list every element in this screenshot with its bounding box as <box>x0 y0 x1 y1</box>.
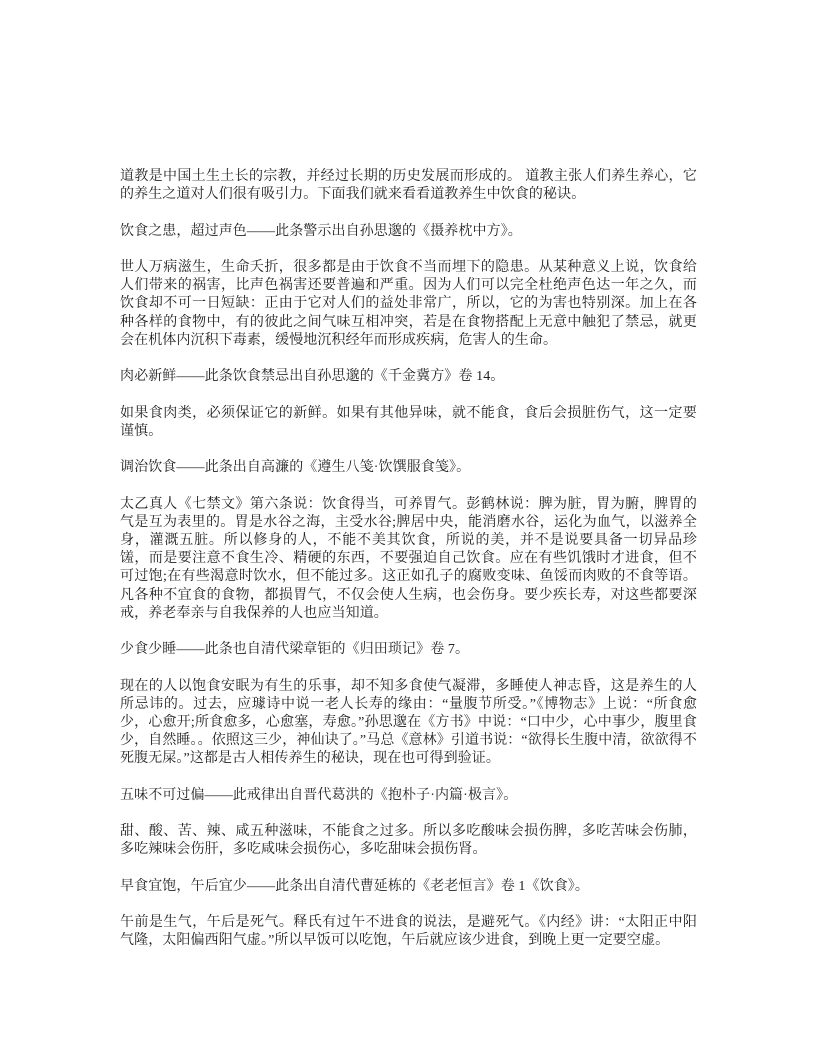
paragraph-body-shaoshi: 现在的人以饱食安眠为有生的乐事，却不知多食使气凝滞，多睡使人神志昏，这是养生的人所忌讳的。过去，应璩诗中说一老人长寿的缘由：“量腹节所受。”《博物志》上说：“所食愈少，心愈开;所食愈多，心愈塞，寿愈。”孙思邈在《方书》中说：“口中少，心中事少，腹里食少，自然睡。。依照这三少，神仙诀了。”马总《意林》引道书说：“欲得长生腹中清，欲欲得不死腹无屎。”这都是古人相传养生的秘诀，现在也可得到验证。 <box>120 678 697 767</box>
paragraph-heading-zaoshi: 早食宜饱，午后宜少——此条出自清代曹延栋的《老老恒言》卷 1《饮食》。 <box>120 878 589 894</box>
paragraph-heading-roubixinxian: 肉必新鲜——此条饮食禁忌出自孙思邈的《千金冀方》卷 14。 <box>120 369 505 385</box>
paragraph-body-zaoshi: 午前是生气，午后是死气。释氏有过午不进食的说法，是避死气。《内经》讲：“太阳正中阳气隆，太阳偏西阳气虚。”所以早饭可以吃饱，午后就应该少进食，到晚上更一定要空虚。 <box>120 915 697 949</box>
paragraph-body-wuwei: 甜、酸、苦、辣、咸五种滋味，不能食之过多。所以多吃酸味会损伤脾，多吃苦味会伤肺，多吃辣味会伤肝，多吃咸味会损伤心，多吃甜味会损伤肾。 <box>120 824 697 858</box>
paragraph-heading-wuwei: 五味不可过偏——此戒律出自晋代葛洪的《抱朴子·内篇·极言》。 <box>120 787 518 803</box>
paragraph-body-tiaozhi: 太乙真人《七禁文》第六条说：饮食得当，可养胃气。彭鹤林说：脾为脏，胃为腑，脾胃的气是互为表里的。胃是水谷之海，主受水谷;脾居中央，能消磨水谷，运化为血气，以滋养全身，灌溉五脏。所以修身的人，不能不美其饮食，所说的美，并不是说要具备一切异品珍馐，而是要注意不食生冷、精硬的东西，不要强迫自己饮食。应在有些饥饿时才进食，但不可过饱;在有些渴意时饮水，但不能过多。这正如孔子的腐败变味、鱼馁而肉败的不食等语。凡各种不宜食的食物，都损胃气，不仅会使人生病，也会伤身。要少疾长寿，对这些都要深戒，养老奉亲与自我保养的人也应当知道。 <box>120 496 697 621</box>
paragraph-heading-shaoshi: 少食少睡——此条也自清代梁章钜的《归田琐记》卷 7。 <box>120 642 470 658</box>
paragraph-body-roubixinxian: 如果食肉类，必须保证它的新鲜。如果有其他异味，就不能食，食后会损脏伤气，这一定要谨慎。 <box>120 405 697 439</box>
paragraph-heading-shese: 饮食之患，超过声色——此条警示出自孙思邈的《摄养枕中方》。 <box>120 223 522 239</box>
paragraph-intro: 道教是中国土生土长的宗教，并经过长期的历史发展而形成的。 道教主张人们养生养心，它的养生之道对人们很有吸引力。下面我们就来看看道教养生中饮食的秘诀。 <box>120 169 697 203</box>
paragraph-heading-tiaozhi: 调治饮食——此条出自高濂的《遵生八笺·饮馔服食笺》。 <box>120 460 471 476</box>
paragraph-body-shese: 世人万病滋生，生命夭折，很多都是由于饮食不当而埋下的隐患。从某种意义上说，饮食给人们带来的祸害，比声色祸害还要普遍和严重。因为人们可以完全杜绝声色达一年之久，而饮食却不可一日短缺：正由于它对人们的益处非常广，所以，它的为害也特别深。加上在各种各样的食物中，有的彼此之间气味互相冲突，若是在食物搭配上无意中触犯了禁忌，就更会在机体内沉积下毒素，缓慢地沉积经年而形成疾病，危害人的生命。 <box>120 259 697 348</box>
